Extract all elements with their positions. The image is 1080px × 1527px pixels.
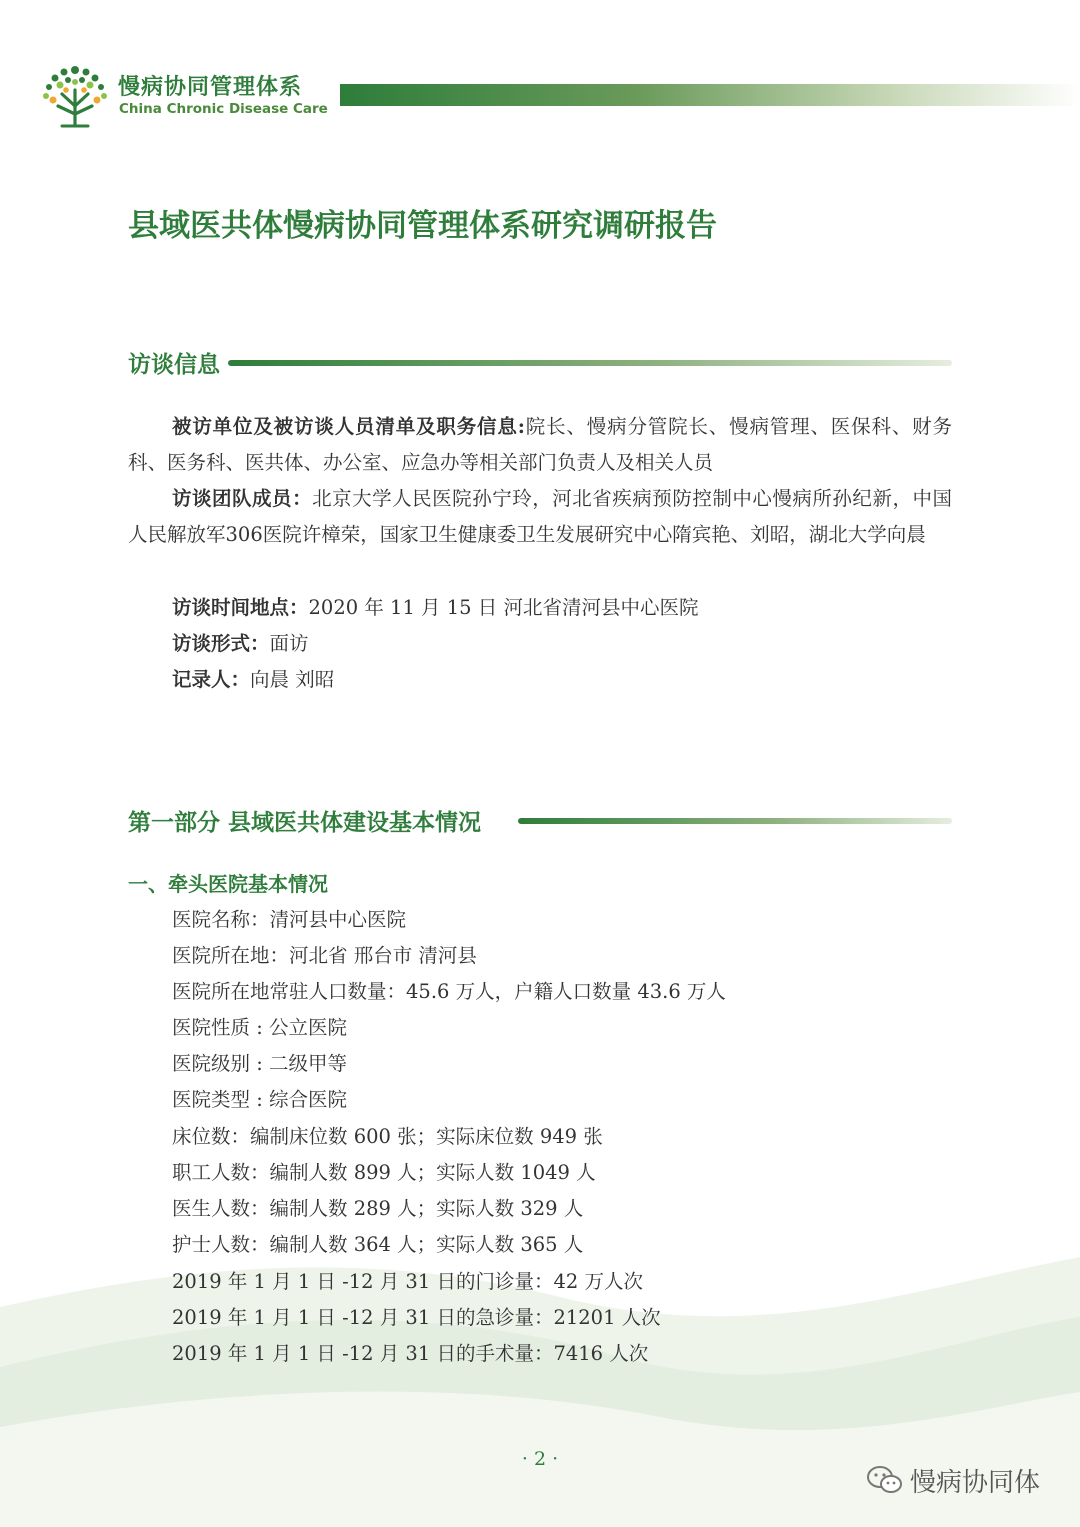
recorder-line	[172, 662, 334, 698]
info-line: 2019 年 1 月 1 日 -12 月 31 日的手术量：7416 人次	[172, 1342, 649, 1365]
interviewee-value: 院长、慢病分管院长、慢病管理、医保科、财务科、医务科、医共体、办公室、应急办等相关部门负责人及相关人员	[128, 415, 952, 474]
interviewee-label: 被访单位及被访谈人员清单及职务信息:	[172, 415, 525, 438]
section-heading-label: 第一部分 县域医共体建设基本情况	[128, 804, 487, 837]
recorder-label: 记录人：	[172, 668, 251, 691]
info-line: 床位数：编制床位数 600 张；实际床位数 949 张	[172, 1125, 603, 1148]
section-heading-part1	[128, 804, 952, 838]
interviewee-paragraph	[128, 409, 952, 481]
page-number: · 2 ·	[521, 1448, 559, 1470]
team-label: 访谈团队成员：	[172, 487, 313, 510]
recorder-value: 向晨 刘昭	[250, 668, 335, 691]
wechat-account-name: 慢病协同体	[910, 1468, 1041, 1498]
tree-logo-icon	[40, 60, 110, 130]
info-line: 职工人数：编制人数 899 人；实际人数 1049 人	[172, 1161, 596, 1184]
wechat-icon	[866, 1464, 904, 1496]
info-line: 2019 年 1 月 1 日 -12 月 31 日的急诊量：21201 人次	[172, 1306, 661, 1329]
section-heading-label: 访谈信息	[128, 346, 226, 379]
info-line: 医院所在地常驻人口数量：45.6 万人，户籍人口数量 43.6 万人	[172, 980, 726, 1003]
section-heading-interview	[128, 346, 952, 380]
document-title: 县域医共体慢病协同管理体系研究调研报告	[128, 208, 717, 244]
header-gradient-bar	[340, 84, 1080, 106]
info-line: 2019 年 1 月 1 日 -12 月 31 日的门诊量：42 万人次	[172, 1270, 643, 1293]
page-header	[40, 60, 1080, 130]
time-value: 2020 年 11 月 15 日 河北省清河县中心医院	[308, 596, 699, 619]
team-value: 北京大学人民医院孙宁玲，河北省疾病预防控制中心慢病所孙纪新，中国人民解放军306医院许樟荣，国家卫生健康委卫生发展研究中心隋宾艳、刘昭，湖北大学向晨	[128, 487, 952, 546]
logo-english-name: China Chronic Disease Care	[119, 101, 328, 117]
info-line: 医院名称：清河县中心医院	[172, 908, 407, 931]
info-line: 护士人数：编制人数 364 人；实际人数 365 人	[172, 1233, 584, 1256]
section-divider	[228, 360, 952, 366]
time-label: 访谈时间地点：	[172, 596, 309, 619]
form-label: 访谈形式：	[172, 632, 270, 655]
info-line: 医院所在地：河北省 邢台市 清河县	[172, 944, 477, 967]
info-line: 医院性质 : 公立医院	[172, 1016, 347, 1039]
info-line: 医生人数：编制人数 289 人；实际人数 329 人	[172, 1197, 584, 1220]
team-paragraph	[128, 481, 952, 553]
info-line: 医院级别 : 二级甲等	[172, 1052, 347, 1075]
interview-time-line	[172, 590, 698, 626]
section-divider	[518, 818, 952, 824]
subsection-heading: 一、牵头医院基本情况	[128, 872, 328, 896]
info-line: 医院类型 : 综合医院	[172, 1088, 347, 1111]
form-value: 面访	[269, 632, 309, 655]
logo-chinese-name: 慢病协同管理体系	[118, 75, 303, 100]
interview-form-line	[172, 626, 309, 662]
